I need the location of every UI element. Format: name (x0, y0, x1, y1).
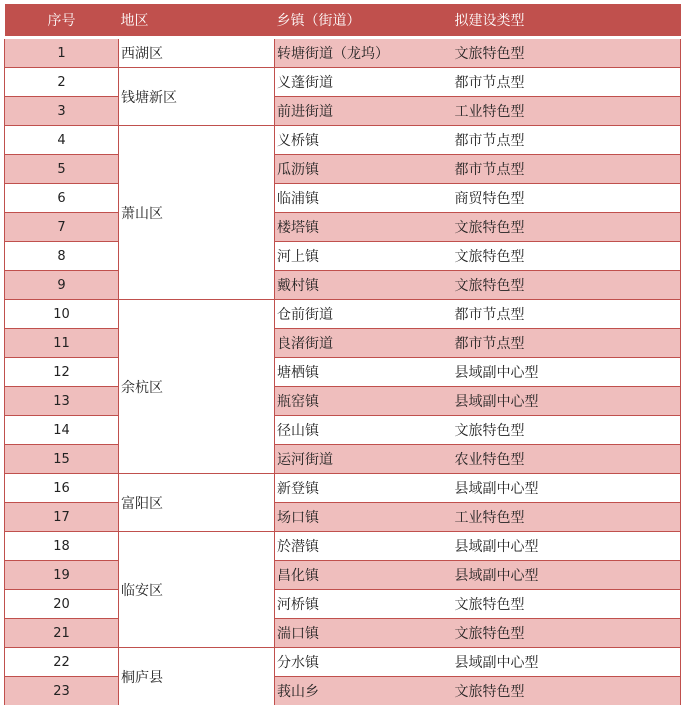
region-cell: 富阳区 (119, 474, 275, 532)
table-row (5, 619, 681, 648)
type-cell: 县域副中心型 (453, 358, 681, 387)
table-row (5, 68, 681, 97)
type-cell: 商贸特色型 (453, 184, 681, 213)
seq-cell: 10 (5, 300, 119, 329)
type-cell: 县域副中心型 (453, 474, 681, 503)
seq-cell: 6 (5, 184, 119, 213)
table-row (5, 271, 681, 300)
type-cell: 文旅特色型 (453, 242, 681, 271)
table-row (5, 126, 681, 155)
seq-cell: 23 (5, 677, 119, 706)
town-cell: 於潜镇 (275, 532, 453, 561)
town-cell: 良渚街道 (275, 329, 453, 358)
seq-cell: 12 (5, 358, 119, 387)
table-row (5, 358, 681, 387)
town-cell: 昌化镇 (275, 561, 453, 590)
type-cell: 都市节点型 (453, 300, 681, 329)
town-cell: 场口镇 (275, 503, 453, 532)
seq-cell: 16 (5, 474, 119, 503)
seq-cell: 11 (5, 329, 119, 358)
seq-cell: 3 (5, 97, 119, 126)
region-cell: 桐庐县 (119, 648, 275, 706)
type-cell: 文旅特色型 (453, 271, 681, 300)
seq-cell: 7 (5, 213, 119, 242)
type-cell: 文旅特色型 (453, 38, 681, 68)
type-cell: 文旅特色型 (453, 590, 681, 619)
region-cell: 钱塘新区 (119, 68, 275, 126)
type-cell: 都市节点型 (453, 68, 681, 97)
seq-cell: 18 (5, 532, 119, 561)
table-row (5, 416, 681, 445)
table-row (5, 532, 681, 561)
table-row (5, 329, 681, 358)
town-cell: 临浦镇 (275, 184, 453, 213)
type-cell: 县域副中心型 (453, 561, 681, 590)
table-row (5, 38, 681, 68)
type-cell: 县域副中心型 (453, 648, 681, 677)
type-cell: 农业特色型 (453, 445, 681, 474)
town-cell: 分水镇 (275, 648, 453, 677)
table-row (5, 155, 681, 184)
seq-cell: 1 (5, 38, 119, 68)
town-cell: 河上镇 (275, 242, 453, 271)
table-row (5, 184, 681, 213)
type-cell: 县域副中心型 (453, 387, 681, 416)
table-row (5, 590, 681, 619)
type-cell: 都市节点型 (453, 329, 681, 358)
header-town: 乡镇（街道） (275, 4, 453, 38)
table-row (5, 97, 681, 126)
seq-cell: 15 (5, 445, 119, 474)
town-cell: 转塘街道（龙坞） (275, 38, 453, 68)
type-cell: 文旅特色型 (453, 619, 681, 648)
town-cell: 义桥镇 (275, 126, 453, 155)
type-cell: 文旅特色型 (453, 416, 681, 445)
table-row (5, 242, 681, 271)
seq-cell: 17 (5, 503, 119, 532)
type-cell: 县域副中心型 (453, 532, 681, 561)
seq-cell: 21 (5, 619, 119, 648)
seq-cell: 2 (5, 68, 119, 97)
town-table (4, 4, 681, 705)
town-cell: 戴村镇 (275, 271, 453, 300)
town-cell: 塘栖镇 (275, 358, 453, 387)
header-type: 拟建设类型 (453, 4, 681, 38)
region-cell: 临安区 (119, 532, 275, 648)
seq-cell: 4 (5, 126, 119, 155)
table-row (5, 387, 681, 416)
table-body (5, 38, 681, 706)
town-cell: 仓前街道 (275, 300, 453, 329)
seq-cell: 8 (5, 242, 119, 271)
type-cell: 都市节点型 (453, 126, 681, 155)
seq-cell: 19 (5, 561, 119, 590)
table-row (5, 503, 681, 532)
seq-cell: 5 (5, 155, 119, 184)
type-cell: 工业特色型 (453, 503, 681, 532)
header-row (5, 4, 681, 38)
town-cell: 运河街道 (275, 445, 453, 474)
type-cell: 工业特色型 (453, 97, 681, 126)
town-cell: 义蓬街道 (275, 68, 453, 97)
town-cell: 莪山乡 (275, 677, 453, 706)
region-cell: 萧山区 (119, 126, 275, 300)
header-seq: 序号 (5, 4, 119, 38)
header-region: 地区 (119, 4, 275, 38)
seq-cell: 14 (5, 416, 119, 445)
seq-cell: 20 (5, 590, 119, 619)
town-cell: 径山镇 (275, 416, 453, 445)
town-cell: 前进街道 (275, 97, 453, 126)
seq-cell: 9 (5, 271, 119, 300)
type-cell: 文旅特色型 (453, 213, 681, 242)
town-cell: 湍口镇 (275, 619, 453, 648)
town-cell: 瓜沥镇 (275, 155, 453, 184)
table-row (5, 300, 681, 329)
seq-cell: 13 (5, 387, 119, 416)
table-row (5, 445, 681, 474)
table-row (5, 561, 681, 590)
town-cell: 楼塔镇 (275, 213, 453, 242)
region-cell: 余杭区 (119, 300, 275, 474)
table-row (5, 677, 681, 706)
type-cell: 都市节点型 (453, 155, 681, 184)
table-row (5, 213, 681, 242)
table-row (5, 648, 681, 677)
region-cell: 西湖区 (119, 38, 275, 68)
table-row (5, 474, 681, 503)
town-cell: 新登镇 (275, 474, 453, 503)
town-cell: 河桥镇 (275, 590, 453, 619)
town-cell: 瓶窑镇 (275, 387, 453, 416)
seq-cell: 22 (5, 648, 119, 677)
type-cell: 文旅特色型 (453, 677, 681, 706)
